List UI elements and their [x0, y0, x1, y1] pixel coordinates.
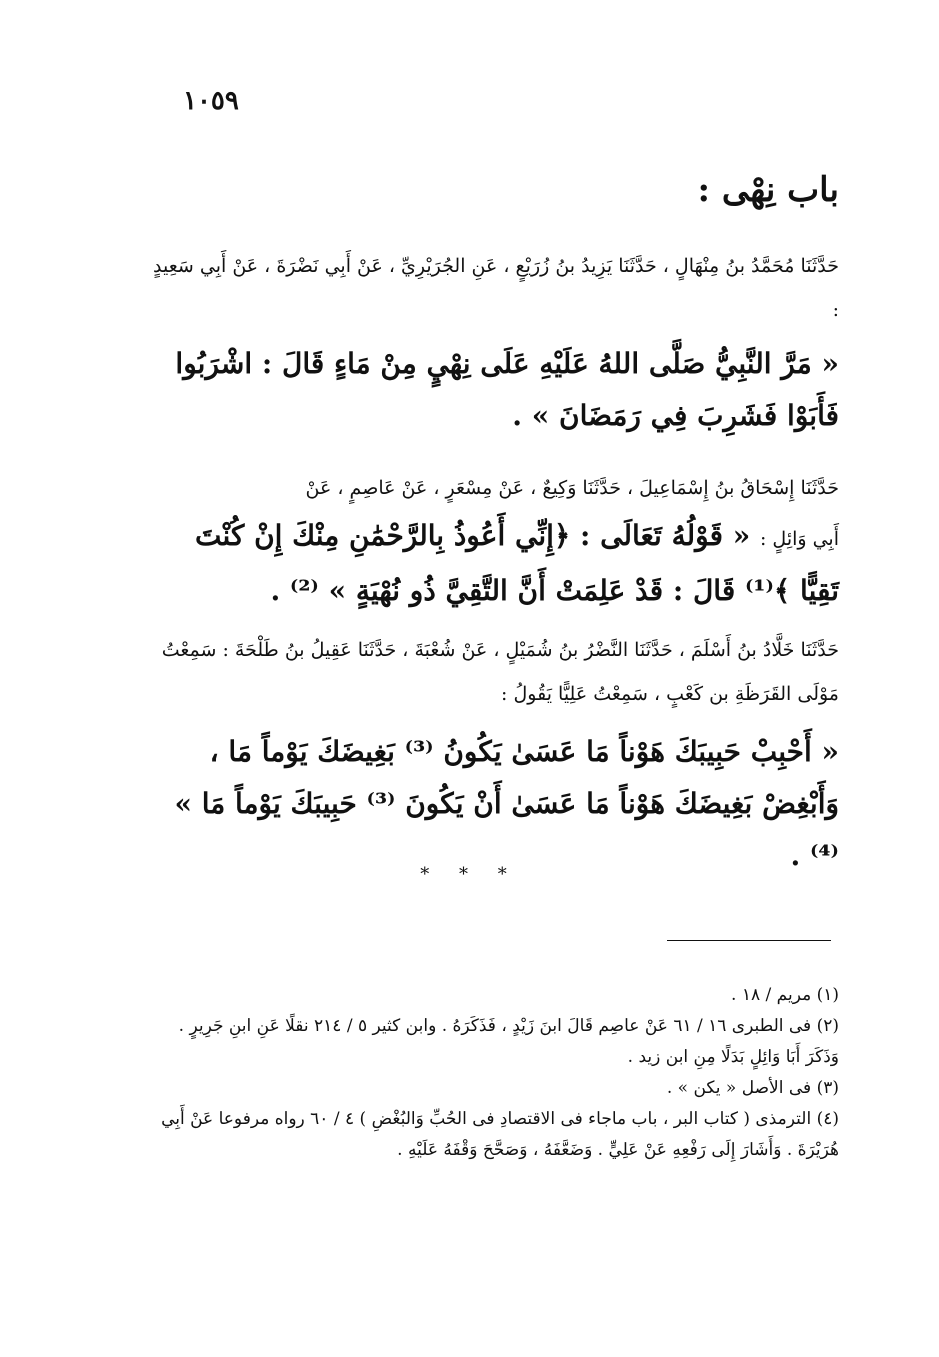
hadith-2-isnad: حَدَّثَنَا إِسْحَاقُ بنُ إِسْمَاعِيلَ ، حَدَّثَنَا وَكِيعٌ ، عَنْ مِسْعَرٍ ، عَنْ عَاصِمٍ ، عَنْ	[305, 477, 839, 499]
hadith-2-matn: « قَوْلُهُ تَعَالَى : ﴿إِنِّي أَعُوذُ بِالرَّحْمَٰنِ مِنْكَ إِنْ كُنْتَ تَقِيًّا ﴾⁽¹⁾ قَالَ : قَدْ عَلِمَتْ أَنَّ التَّقِيَّ ذُو نُهْيَةٍ » ⁽²⁾ .	[195, 519, 839, 607]
footnote-4: (٤) الترمذى ( كتاب البر ، باب ماجاء فى الاقتصادِ فى الحُبِّ وَالبُغْضِ ) ٤ / ٦٠ رواه مرفوعا عَنْ أَبِي هُرَيْرَةَ . وَأَشَارَ إِلَى رَفْعِهِ عَنْ عَلِيٍّ . وَضَعَّفَهُ ، وَصَحَّحَ وَقْفَهُ عَلَيْهِ .	[161, 1109, 839, 1160]
hadith-3-isnad: حَدَّثَنَا خَلَّادُ بنُ أَسْلَمَ ، حَدَّثَنَا النَّضْرُ بنُ شُمَيْلٍ ، عَنْ شُعْبَةَ ، حَدَّثَنَا عَقِيلُ بنُ طَلْحَةَ : سَمِعْتُ مَوْلَى القَرَظَةِ بن كَعْبٍ ، سَمِعْتُ عَلِيًّا يَقُولُ :	[161, 639, 839, 705]
hadith-1	[149, 244, 839, 442]
chapter-title: باب نِهْى :	[697, 170, 839, 210]
hadith-2-matn-line	[149, 510, 839, 617]
hadith-1-isnad: حَدَّثَنَا مُحَمَّدُ بنُ مِنْهَالٍ ، حَدَّثَنَا يَزِيدُ بنُ زُرَيْعٍ ، عَنِ الجُرَيْرِيِّ ، عَنْ أَبِي نَضْرَةَ ، عَنْ أَبِي سَعِيدٍ :	[153, 255, 839, 321]
hadith-1-matn: « مَرَّ النَّبِيُّ صَلَّى اللهُ عَلَيْهِ عَلَى نِهْيٍ مِنْ مَاءٍ قَالَ : اشْرَبُوا فَأَبَوْا فَشَرِبَ فِي رَمَضَانَ » .	[175, 347, 839, 432]
footnotes	[149, 980, 839, 1166]
hadith-2	[149, 466, 839, 617]
hadith-3-matn: « أَحْبِبْ حَبِيبَكَ هَوْناً مَا عَسَىٰ يَكُونُ ⁽³⁾ بَغِيضَكَ يَوْماً مَا ، وَأَبْغِضْ بَغِيضَكَ هَوْناً مَا عَسَىٰ أَنْ يَكُونَ ⁽³⁾ حَبِيبَكَ يَوْماً مَا » ⁽⁴⁾ .	[174, 735, 839, 872]
footnote-3: (٣) فى الأصل « يكن » .	[666, 1078, 839, 1098]
footnote-2: (٢) فى الطبرى ١٦ / ٦١ عَنْ عاصِم قَالَ ابنَ زَيْدٍ ، فَذَكَرَهُ . وابن كثير ٥ / ٢١٤ نقلًا عَنِ ابنِ جَرِيرٍ . وَذَكَرَ أَبَا وَائِلٍ بَدَلًا مِنِ ابن زيد .	[178, 1016, 839, 1067]
hadith-2-isnad-tail: أَبِي وَائِلٍ :	[759, 528, 839, 550]
page-number: ١٠٥٩	[183, 86, 239, 116]
footnote-1: (١) مريم / ١٨ .	[731, 985, 839, 1005]
section-separator: * * *	[420, 864, 519, 885]
footnote-rule	[667, 940, 831, 941]
hadith-3	[149, 628, 839, 882]
